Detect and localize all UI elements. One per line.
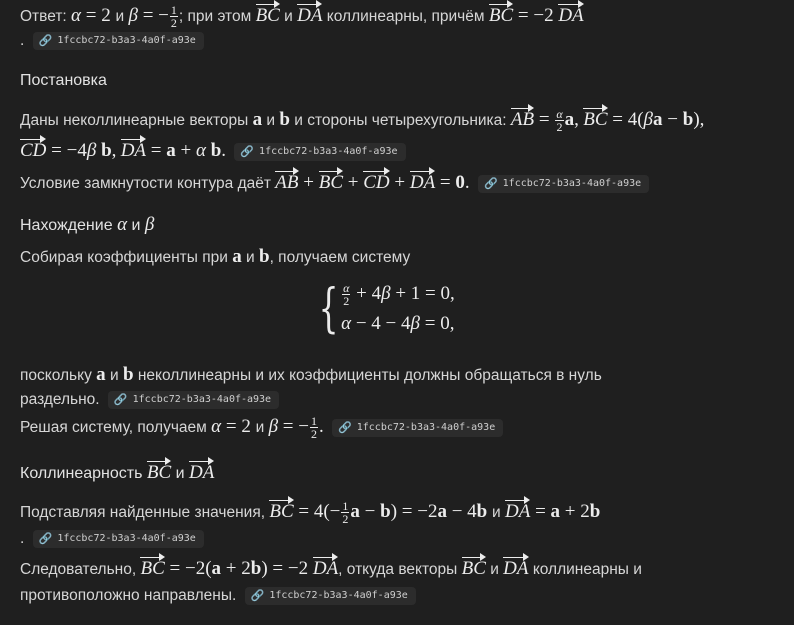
- substituting-line: Подставляя найденные значения, BC = 4(− $\frac{1}{2}$ a − b) = −2a − 4b и DA = a + 2b: [20, 499, 601, 526]
- answer-citation-line: . 🔗 1fccbc72-b3a3-4a0f-a93e: [20, 30, 204, 52]
- paperclip-icon: 🔗: [113, 392, 128, 406]
- equation-system: { $\frac{\alpha}{2}$ + 4β + 1 = 0, α − 4 − 4β = 0,: [318, 278, 455, 339]
- solving-line: Решая систему, получаем α = 2 и β = − $\frac{1}{2}$ . 🔗 1fccbc72-b3a3-4a0f-a93e: [20, 415, 503, 440]
- since-line-2: раздельно. 🔗 1fccbc72-b3a3-4a0f-a93e: [20, 389, 279, 411]
- paperclip-icon: 🔗: [240, 144, 255, 158]
- section-heading-collinearity: Коллинеарность BC и DA: [20, 462, 215, 483]
- citation-chip[interactable]: 🔗 1fccbc72-b3a3-4a0f-a93e: [478, 175, 649, 193]
- citation-chip[interactable]: 🔗 1fccbc72-b3a3-4a0f-a93e: [234, 143, 405, 161]
- citation-chip[interactable]: 🔗 1fccbc72-b3a3-4a0f-a93e: [332, 419, 503, 437]
- citation-chip[interactable]: 🔗 1fccbc72-b3a3-4a0f-a93e: [245, 587, 416, 605]
- closure-line: Условие замкнутости контура даёт AB + BC + CD + DA = 0. 🔗 1fccbc72-b3a3-4a0f-a93e: [20, 172, 649, 195]
- section-heading-find: Нахождение α и β: [20, 214, 155, 235]
- answer-line: Ответ: α = 2 и β = − $\frac{1}{2}$ ; при этом BC и DA коллинеарны, причём BC = −2 DA: [20, 3, 584, 30]
- collect-line: Собирая коэффициенты при a и b, получаем систему: [20, 246, 411, 267]
- citation-chip[interactable]: 🔗 1fccbc72-b3a3-4a0f-a93e: [33, 32, 204, 50]
- since-line: поскольку a и b неколлинеарны и их коэффициенты должны обращаться в нуль: [20, 364, 602, 385]
- opposite-line: противоположно направлены. 🔗 1fccbc72-b3a3-4a0f-a93e: [20, 585, 416, 607]
- paperclip-icon: 🔗: [38, 531, 53, 545]
- setup-line-2: CD = −4β b, DA = a + α b. 🔗 1fccbc72-b3a3-4a0f-a93e: [20, 140, 406, 163]
- paperclip-icon: 🔗: [250, 588, 265, 602]
- substituting-citation-line: . 🔗 1fccbc72-b3a3-4a0f-a93e: [20, 528, 204, 550]
- citation-chip[interactable]: 🔗 1fccbc72-b3a3-4a0f-a93e: [33, 530, 204, 548]
- therefore-line: Следовательно, BC = −2(a + 2b) = −2 DA, откуда векторы BC и DA коллинеарны и: [20, 558, 642, 579]
- citation-chip[interactable]: 🔗 1fccbc72-b3a3-4a0f-a93e: [108, 391, 279, 409]
- setup-line-1: Даны неколлинеарные векторы a и b и стороны четырехугольника: AB = $\frac{\alpha}{2}$ a, BC = 4(βa − b),: [20, 107, 705, 134]
- paperclip-icon: 🔗: [38, 33, 53, 47]
- section-heading-setup: Постановка: [20, 72, 107, 89]
- paperclip-icon: 🔗: [338, 420, 352, 434]
- paperclip-icon: 🔗: [483, 176, 498, 190]
